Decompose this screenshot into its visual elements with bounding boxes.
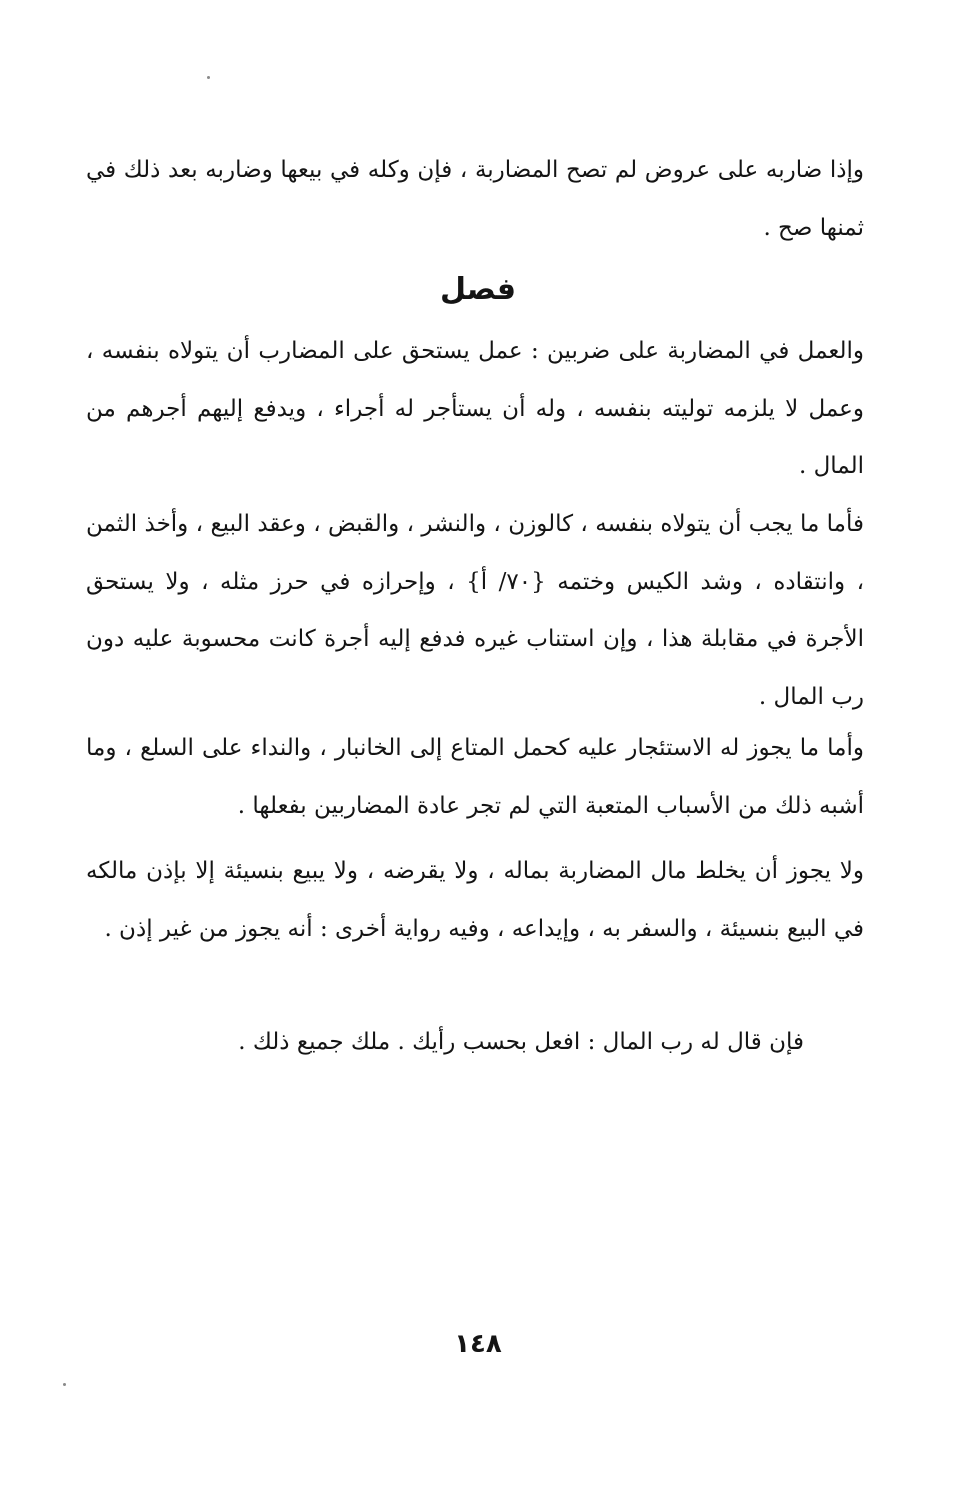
paragraph-1: وإذا ضاربه على عروض لم تصح المضاربة ، فإن وكله في بيعها وضاربه بعد ذلك في ثمنها صح . <box>86 157 864 241</box>
scan-speck-bottom-left <box>63 1383 66 1386</box>
paragraph-5: ولا يجوز أن يخلط مال المضاربة بماله ، ولا يقرضه ، ولا يبيع بنسيئة إلا بإذن مالكه في البيع بنسيئة ، والسفر به ، وإيداعه ، وفيه رواية أخرى : أنه يجوز من غير إذن . <box>86 858 864 942</box>
page-number: ١٤٨ <box>454 1329 502 1359</box>
paragraph-3: فأما ما يجب أن يتولاه بنفسه ، كالوزن ، والنشر ، والقبض ، وعقد البيع ، وأخذ الثمن ، وانتقاده ، وشد الكيس وختمه {٧٠/ أ} ، وإحرازه في حرز مثله ، ولا يستحق الأجرة في مقابلة هذا ، وإن استناب غيره فدفع إليه أجرة كانت محسوبة عليه دون رب المال . <box>86 511 864 710</box>
paragraph-2: والعمل في المضاربة على ضربين : عمل يستحق على المضارب أن يتولاه بنفسه ، وعمل لا يلزمه توليته بنفسه ، وله أن يستأجر له أجراء ، ويدفع إليهم أجرهم من المال . <box>86 338 864 479</box>
section-heading: فصل <box>440 272 516 307</box>
scan-speck-top <box>207 76 210 79</box>
paragraph-6: فإن قال له رب المال : افعل بحسب رأيك . ملك جميع ذلك . <box>238 1029 804 1055</box>
paragraph-4: وأما ما يجوز له الاستئجار عليه كحمل المتاع إلى الخانبار ، والنداء على السلع ، وما أشبه ذلك من الأسباب المتعبة التي لم تجر عادة المضاربين بفعلها . <box>86 735 864 819</box>
